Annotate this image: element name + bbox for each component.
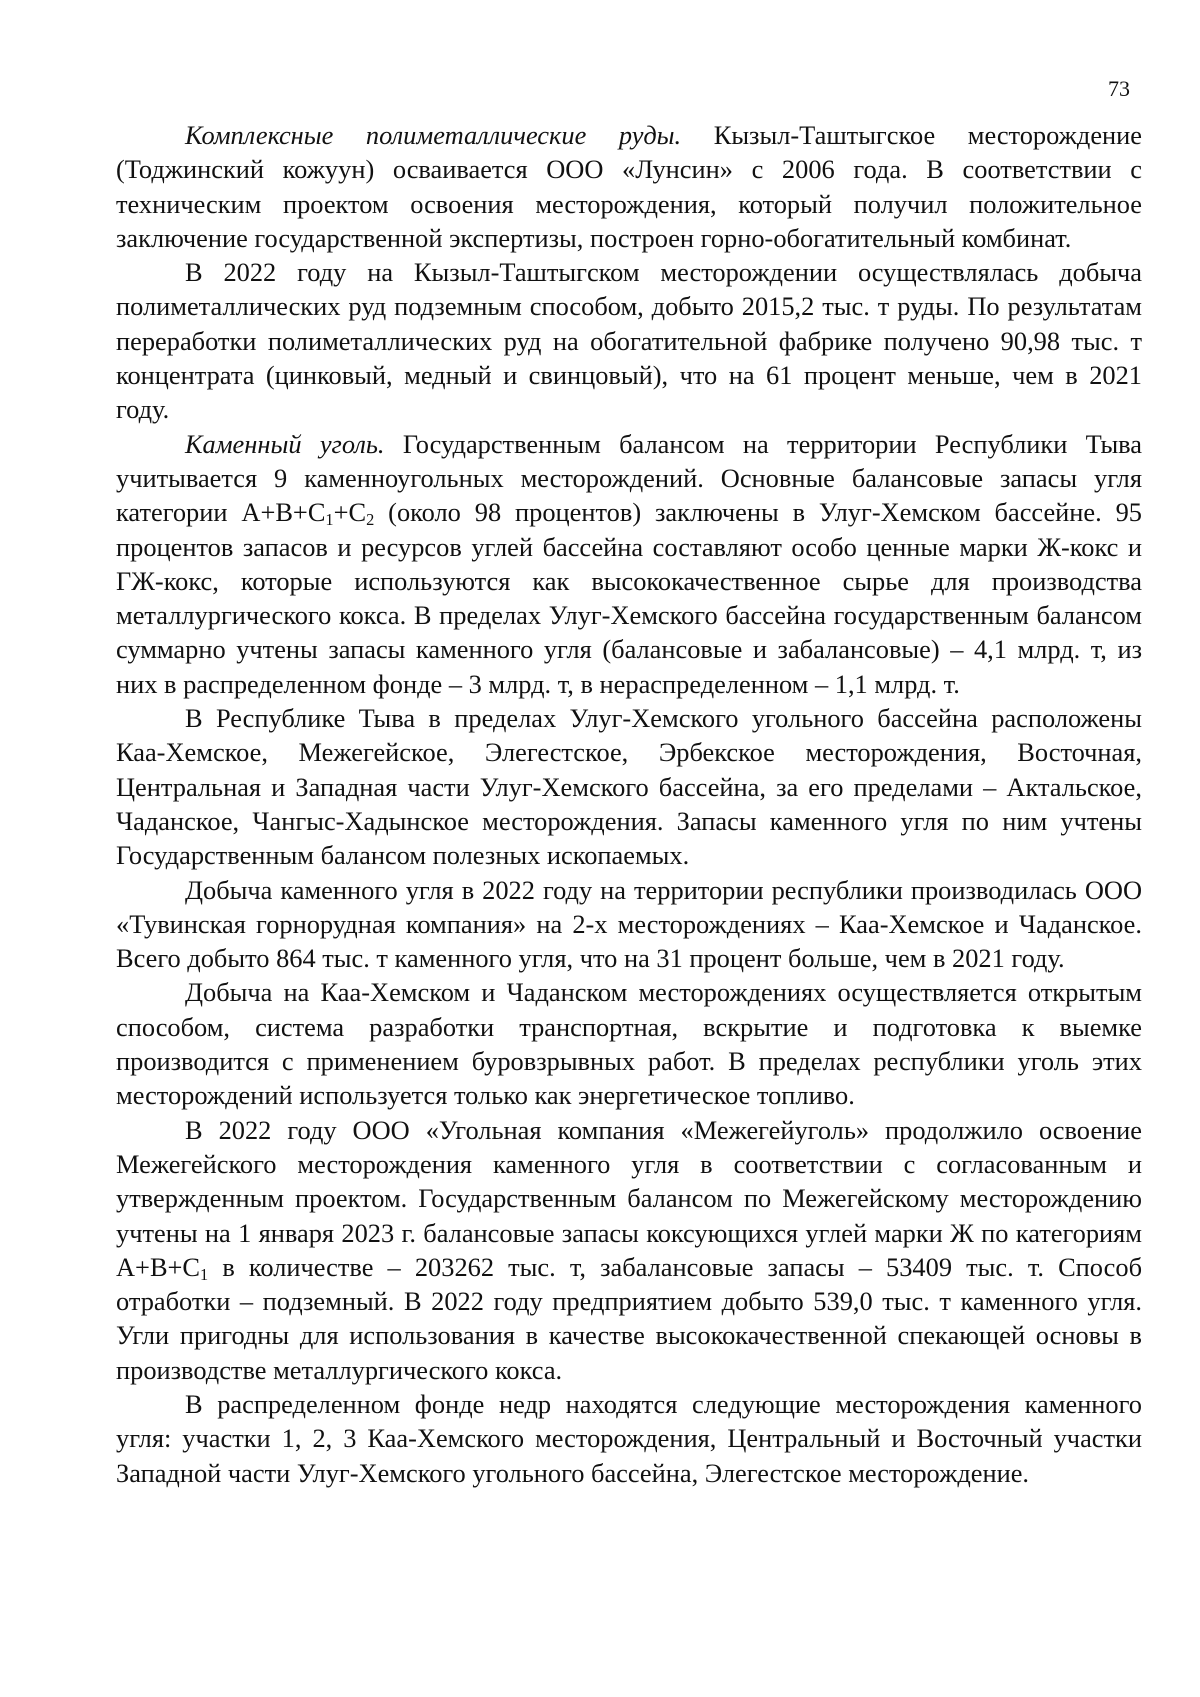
- paragraph-distributed-fund: [116, 1387, 1142, 1490]
- category-subscript: 1: [325, 510, 334, 530]
- paragraph-polymetallic-production: [116, 255, 1142, 426]
- paragraph-text: +С: [333, 497, 367, 528]
- paragraph-coal-deposits: [116, 701, 1142, 872]
- paragraph-lead-polymetallic: Комплексные полиметаллические руды.: [185, 120, 682, 150]
- paragraph-text: В Республике Тыва в пределах Улуг-Хемского угольного бассейна расположены Каа-Хемское, Межегейское, Элегестское, Эрбекское месторождения, Восточная, Центральная и Западная части Улуг-Хемского бассейна, за его пределами – Актальское, Чаданское, Чангыс-Хадынское месторождения. Запасы каменного угля по ним учтены Государственным балансом полезных ископаемых.: [116, 703, 1142, 871]
- paragraph-text: В 2022 году на Кызыл-Таштыгском месторождении осуществлялась добыча полиметаллических руд подземным способом, добыто 2015,2 тыс. т руды. По результатам переработки полиметаллических руд на обогатительной фабрике получено 90,98 тыс. т концентрата (цинковый, медный и свинцовый), что на 61 процент меньше, чем в 2021 году.: [116, 257, 1142, 425]
- paragraph-polymetallic-ores: [116, 118, 1142, 255]
- paragraph-hard-coal: [116, 427, 1142, 701]
- paragraph-text: Кызыл-Таштыгское месторождение (Тоджинский кожуун) осваивается ООО «Лунсин» с 2006 года. В соответствии с техническим проектом освоения месторождения, который получил положительное заключение государственной экспертизы, построен горно-обогатительный комбинат.: [116, 120, 1142, 253]
- paragraph-text: В распределенном фонде недр находятся следующие месторождения каменного угля: участки 1, 2, 3 Каа-Хемского месторождения, Центральный и Восточный участки Западной части Улуг-Хемского угольного бассейна, Элегестское месторождение.: [116, 1388, 1142, 1488]
- paragraph-mezhegey: [116, 1113, 1142, 1387]
- paragraph-coal-production: [116, 873, 1142, 976]
- paragraph-text: Добыча на Каа-Хемском и Чаданском месторождениях осуществляется открытым способом, система разработки транспортная, вскрытие и подготовка к выемке производится с применением буровзрывных работ. В пределах республики уголь этих месторождений используется только как энергетическое топливо.: [116, 977, 1142, 1111]
- category-subscript: 1: [200, 1264, 209, 1284]
- paragraph-lead-coal: Каменный уголь.: [185, 428, 385, 459]
- paragraph-text: Государственным балансом на территории Республики Тыва учитывается 9 каменноугольных месторождений. Основные балансовые запасы угля категории А+В+С: [116, 428, 1142, 528]
- document-body: [116, 118, 1142, 1490]
- page-number: 73: [1108, 76, 1130, 101]
- paragraph-text: В 2022 году ООО «Угольная компания «Межегейуголь» продолжило освоение Межегейского месторождения каменного угля в соответствии с согласованным и утвержденным проектом. Государственным балансом по Межегейскому месторождению учтены на 1 января 2023 г. балансовые запасы коксующихся углей марки Ж по категориям А+В+С: [116, 1114, 1142, 1282]
- paragraph-text: (около 98 процентов) заключены в Улуг-Хемском бассейне. 95 процентов запасов и ресурсов углей бассейна составляют особо ценные марки Ж-кокс и ГЖ-кокс, которые используются как высококачественное сырье для производства металлургического кокса. В пределах Улуг-Хемского бассейна государственным балансом суммарно учтены запасы каменного угля (балансовые и забалансовые) – 4,1 млрд. т, из них в распределенном фонде – 3 млрд. т, в нераспределенном – 1,1 млрд. т.: [116, 497, 1142, 699]
- paragraph-text: в количестве – 203262 тыс. т, забалансовые запасы – 53409 тыс. т. Способ отработки – подземный. В 2022 году предприятием добыто 539,0 тыс. т каменного угля. Угли пригодны для использования в качестве высококачественной спекающей основы в производстве металлургического кокса.: [116, 1251, 1142, 1385]
- category-subscript: 2: [366, 510, 375, 530]
- paragraph-mining-method: [116, 975, 1142, 1112]
- paragraph-text: Добыча каменного угля в 2022 году на территории республики производилась ООО «Тувинская горнорудная компания» на 2-х месторождениях – Каа-Хемское и Чаданское. Всего добыто 864 тыс. т каменного угля, что на 31 процент больше, чем в 2021 году.: [116, 874, 1142, 974]
